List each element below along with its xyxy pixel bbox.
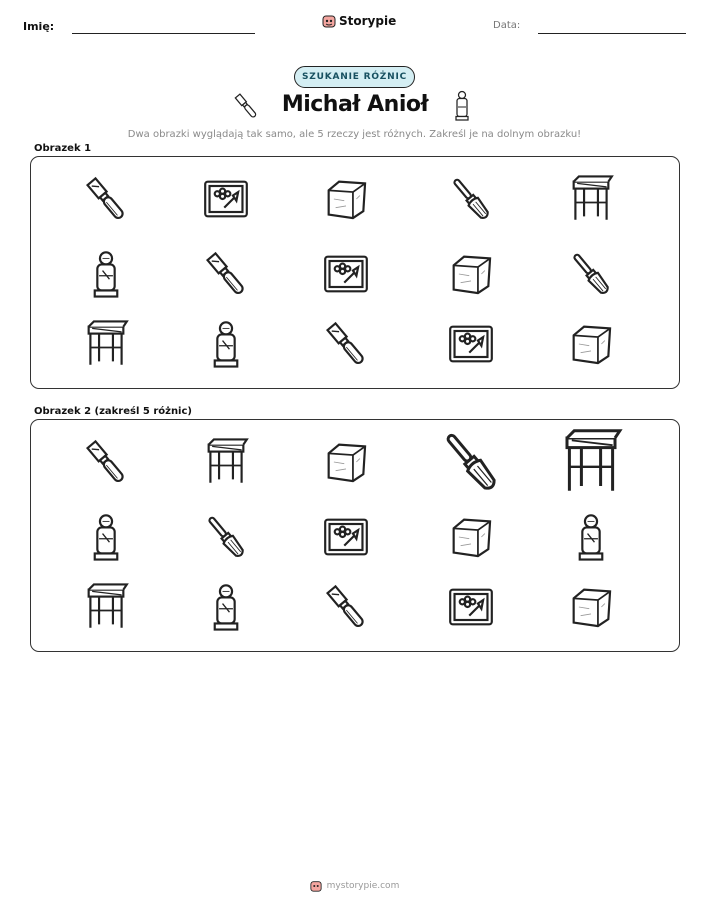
page-title: Michał Anioł [281,92,429,117]
date-field[interactable] [538,33,686,34]
name-label: Imię: [23,20,55,33]
panel-2-label: Obrazek 2 (zakreśl 5 różnic) [34,406,192,417]
date-label: Data: [493,20,521,31]
scaffold-icon [551,167,631,231]
header-row [0,14,709,44]
brush-icon [431,167,511,231]
marble-icon [306,167,386,231]
marble-icon[interactable] [551,575,631,639]
chisel-icon [306,312,386,376]
painting-icon [186,167,266,231]
chisel-icon [186,242,266,306]
brush-icon [551,242,631,306]
brush-icon[interactable] [431,430,511,494]
marble-icon[interactable] [431,505,511,569]
statue-icon[interactable] [186,575,266,639]
storypie-logo-icon [322,14,336,28]
statue-icon [66,242,146,306]
brush-icon[interactable] [186,505,266,569]
footer-url: mystorypie.com [326,881,400,891]
footer [0,880,709,892]
scaffold-icon[interactable] [66,575,146,639]
statue-icon[interactable] [66,505,146,569]
brand-name: Storypie [339,14,397,28]
chisel-icon[interactable] [66,430,146,494]
statue-icon [186,312,266,376]
statue-icon[interactable] [551,505,631,569]
painting-icon [306,242,386,306]
painting-icon [431,312,511,376]
picture-2-panel[interactable] [30,419,680,652]
scaffold-icon [66,312,146,376]
marble-icon [431,242,511,306]
scaffold-icon[interactable] [186,430,266,494]
marble-icon[interactable] [306,430,386,494]
footer-logo-icon [310,880,322,892]
instructions: Dwa obrazki wyglądają tak samo, ale 5 rzeczy jest różnych. Zakreśl je na dolnym obrazku! [127,129,582,140]
painting-icon[interactable] [306,505,386,569]
painting-icon[interactable] [431,575,511,639]
chisel-icon [66,167,146,231]
chisel-icon[interactable] [306,575,386,639]
name-field[interactable] [72,33,255,34]
title-statue-icon [452,90,472,126]
scaffold-icon[interactable] [551,430,631,494]
brand-logo [322,14,396,28]
panel-1-label: Obrazek 1 [34,143,92,154]
activity-badge: SZUKANIE RÓŻNIC [294,66,415,88]
picture-1-panel [30,156,680,389]
marble-icon [551,312,631,376]
